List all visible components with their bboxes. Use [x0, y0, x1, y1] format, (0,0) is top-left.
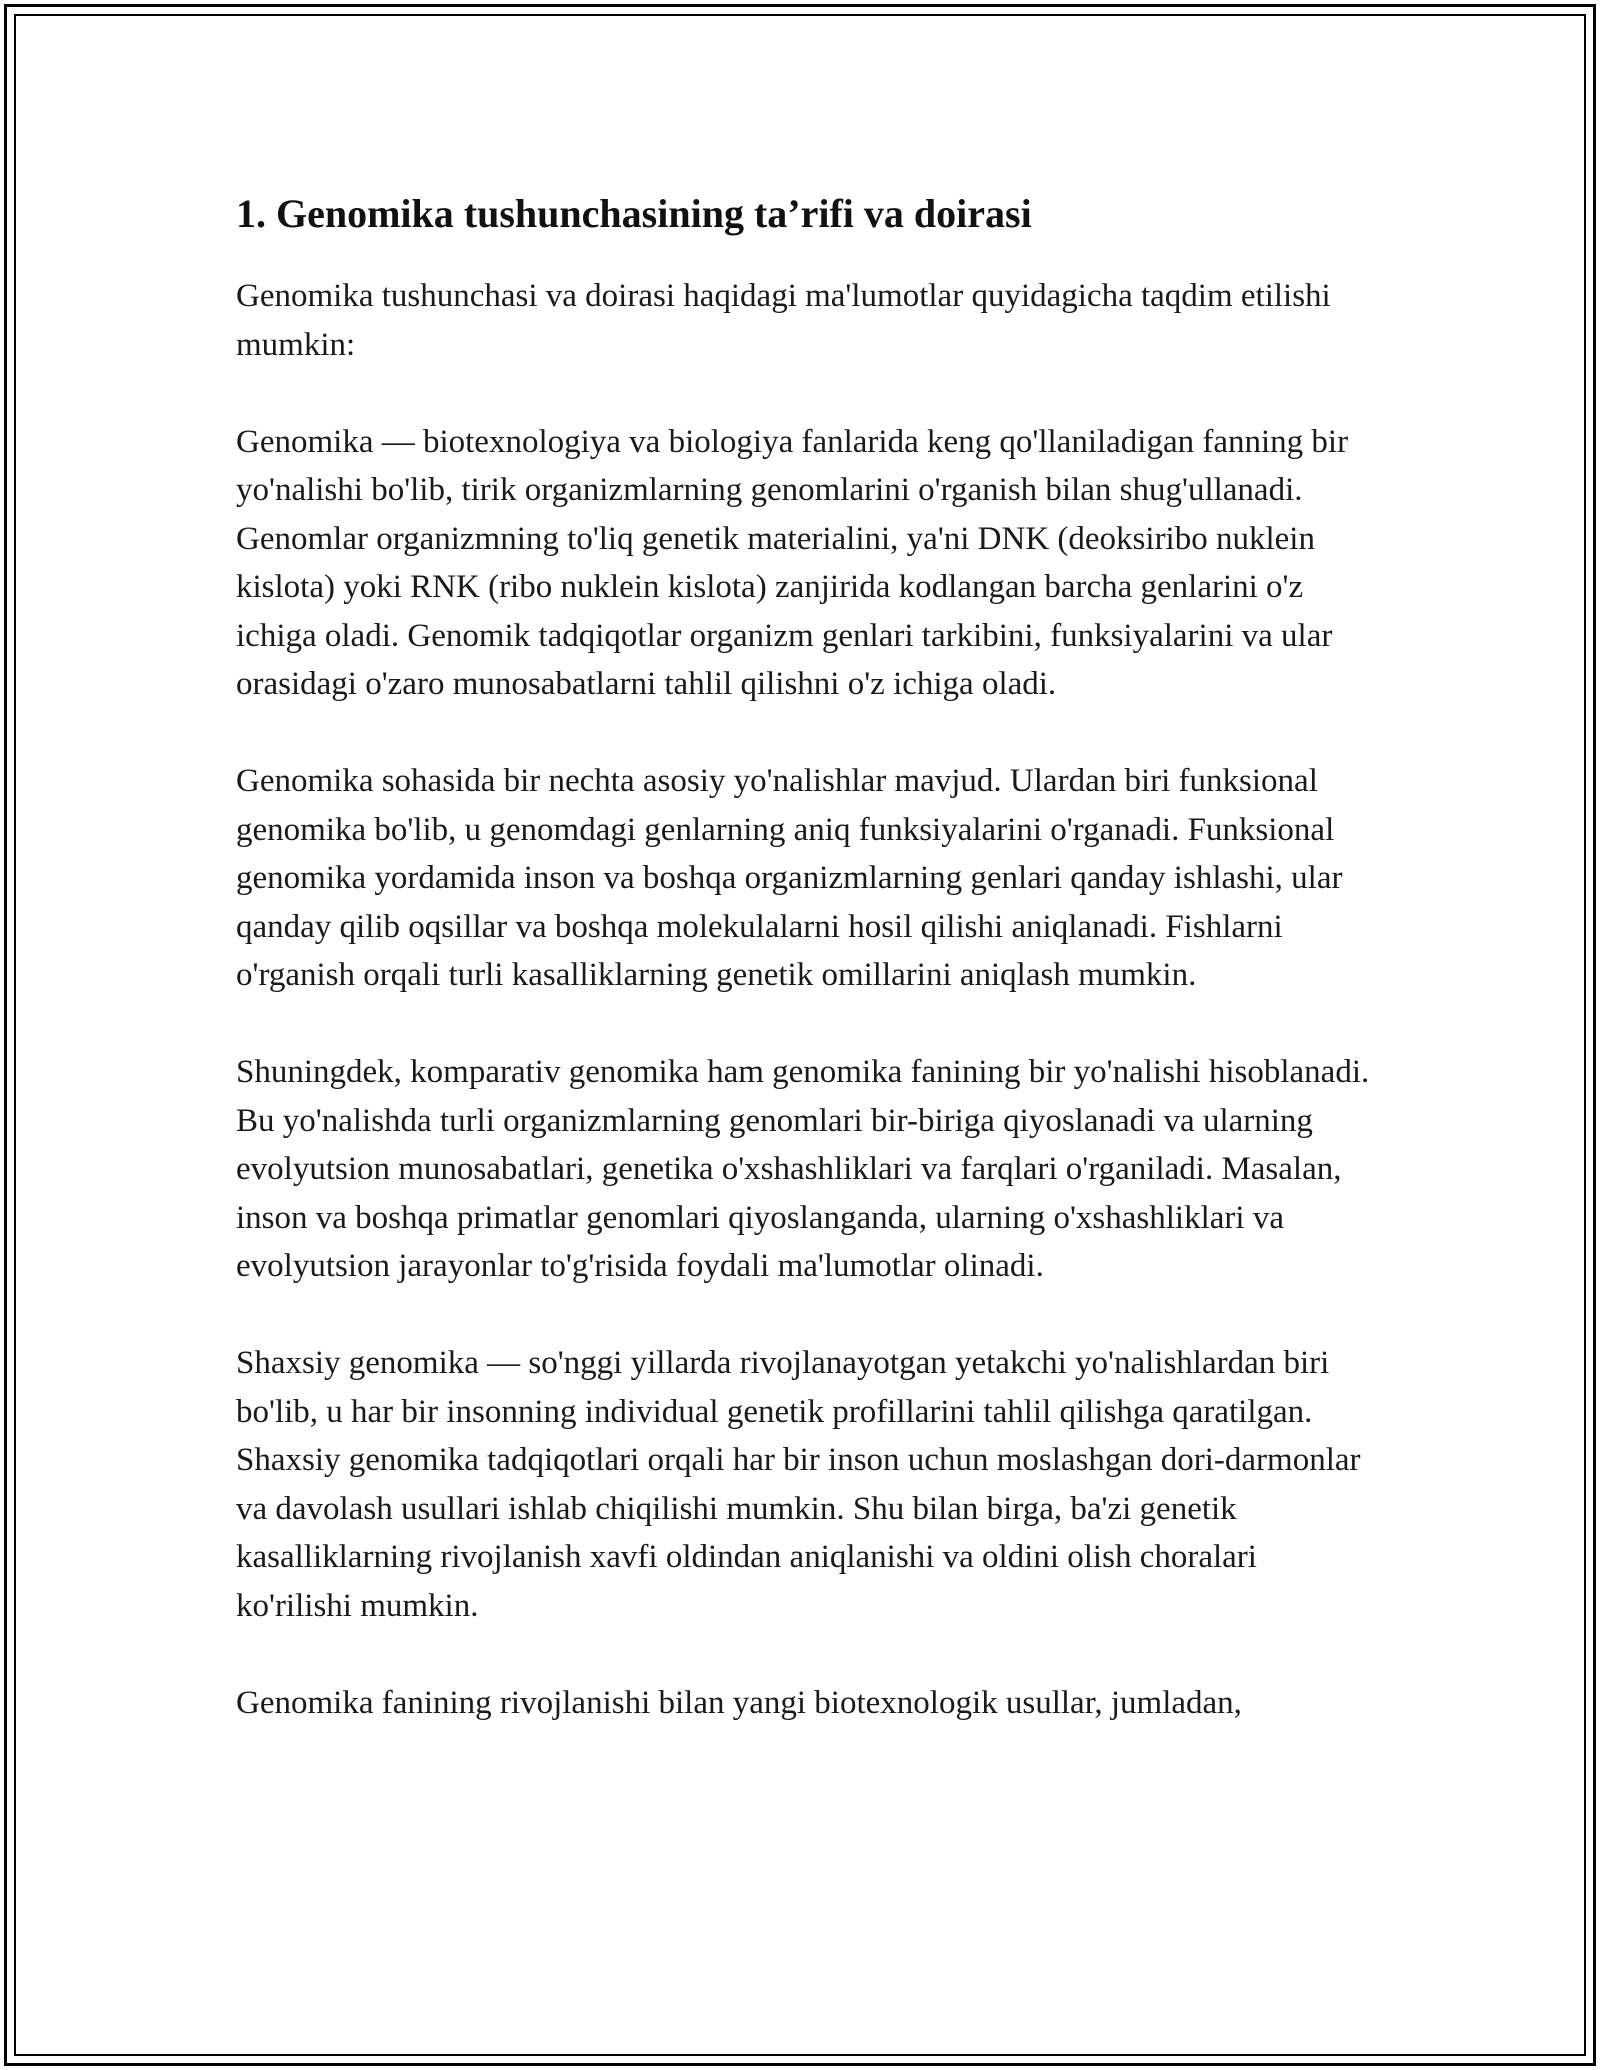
- document-body: [236, 186, 1376, 1776]
- paragraph-functional-genomics: Genomika sohasida bir nechta asosiy yo'nalishlar mavjud. Ulardan biri funksional genomika bo'lib, u genomdagi genlarning aniq funksiyalarini o'rganadi. Funksional genomika yordamida inson va boshqa organizmlarning genlari qanday ishlashi, ular qanday qilib oqsillar va boshqa molekulalarni hosil qilishi aniqlanadi. Fishlarni o'rganish orqali turli kasalliklarning genetik omillarini aniqlash mumkin.: [236, 763, 1343, 993]
- paragraph-genomics-definition: Genomika — biotexnologiya va biologiya fanlarida keng qo'llaniladigan fanning bir yo'nalishi bo'lib, tirik organizmlarning genomlarini o'rganish bilan shug'ullanadi. Genomlar organizmning to'liq genetik materialini, ya'ni DNK (deoksiribo nuklein kislota) yoki RNK (ribo nuklein kislota) zanjirida kodlangan barcha genlarini o'z ichiga oladi. Genomik tadqiqotlar organizm genlari tarkibini, funksiyalarini va ular orasidagi o'zaro munosabatlarni tahlil qilishni o'z ichiga oladi.: [236, 423, 1349, 702]
- section-heading: 1. Genomika tushunchasining ta’rifi va doirasi: [236, 191, 1032, 236]
- paragraph-personal-genomics: Shaxsiy genomika — so'nggi yillarda rivojlanayotgan yetakchi yo'nalishlardan biri bo'lib, u har bir insonning individual genetik profillarini tahlil qilishga qaratilgan. Shaxsiy genomika tadqiqotlari orqali har bir inson uchun moslashgan dori-darmonlar va davolash usullari ishlab chiqilishi mumkin. Shu bilan birga, ba'zi genetik kasalliklarning rivojlanish xavfi oldindan aniqlanishi va oldini olish choralari ko'rilishi mumkin.: [236, 1345, 1361, 1624]
- paragraph-intro: Genomika tushunchasi va doirasi haqidagi ma'lumotlar quyidagicha taqdim etilishi mumkin:: [236, 278, 1331, 363]
- paragraph-comparative-genomics: Shuningdek, komparativ genomika ham genomika fanining bir yo'nalishi hisoblanadi. Bu yo'nalishda turli organizmlarning genomlari bir-biriga qiyoslanadi va ularning evolyutsion munosabatlari, genetika o'xshashliklari va farqlari o'rganiladi. Masalan, inson va boshqa primatlar genomlari qiyoslanganda, ularning o'xshashliklari va evolyutsion jarayonlar to'g'risida foydali ma'lumotlar olinadi.: [236, 1054, 1370, 1284]
- paragraph-development: Genomika fanining rivojlanishi bilan yangi biotexnologik usullar, jumladan,: [236, 1684, 1242, 1721]
